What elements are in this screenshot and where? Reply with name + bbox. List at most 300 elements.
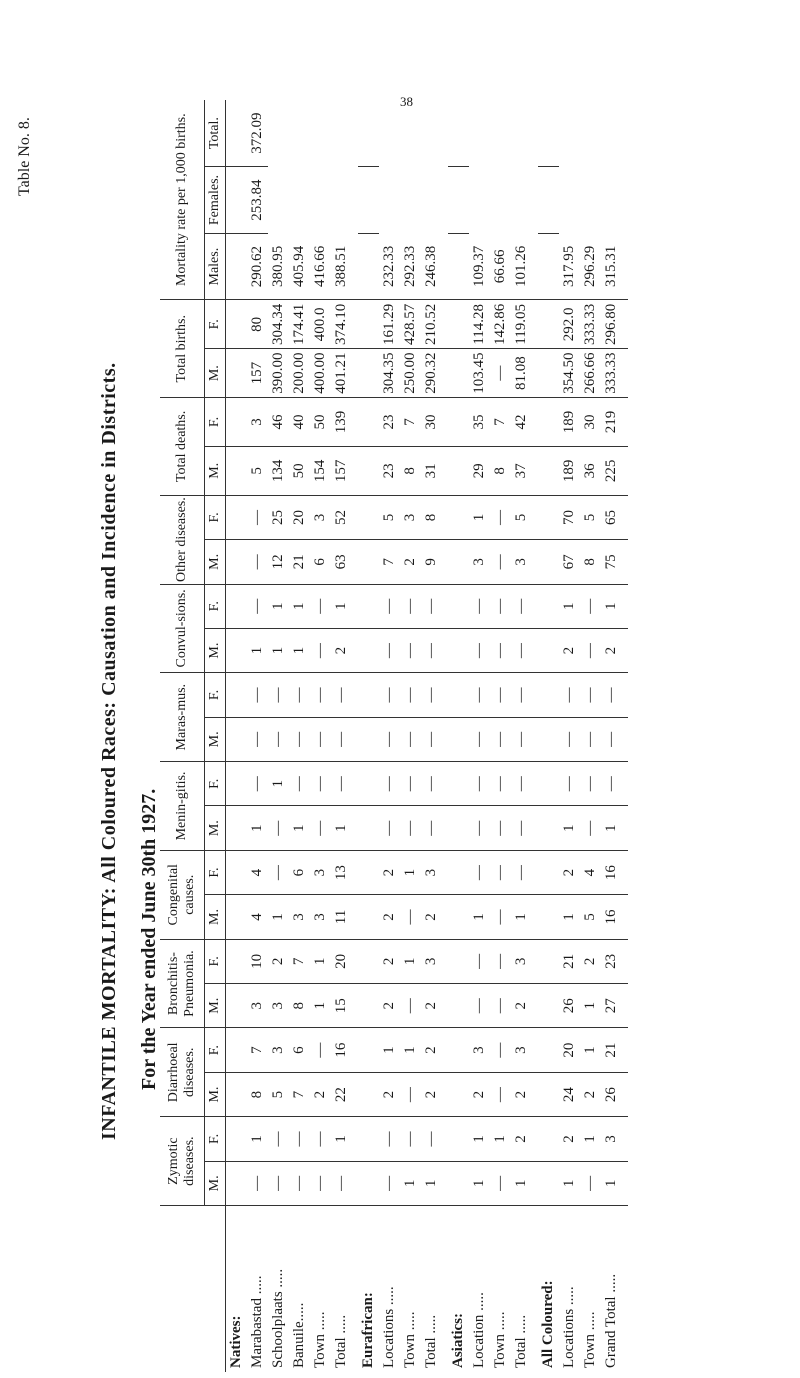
table-cell: 81.08 xyxy=(511,349,538,398)
table-cell: 1 xyxy=(289,584,310,628)
table-cell: 3 xyxy=(601,1117,628,1161)
table-cell: 189 xyxy=(559,446,580,495)
table-cell xyxy=(448,762,469,806)
table-cell: — xyxy=(310,1161,331,1205)
row-label: Town ..... xyxy=(492,1311,508,1368)
table-cell: — xyxy=(511,762,538,806)
table-cell xyxy=(226,1072,248,1116)
table-cell: — xyxy=(490,349,511,398)
table-cell xyxy=(226,895,248,939)
table-cell: 157 xyxy=(247,349,268,398)
table-cell: — xyxy=(559,717,580,761)
table-cell: 1 xyxy=(580,984,601,1028)
table-cell xyxy=(358,398,379,447)
table-cell: 290.32 xyxy=(421,349,448,398)
table-cell xyxy=(358,100,379,167)
row-label: Town ..... xyxy=(312,1311,328,1368)
table-cell: 40 xyxy=(289,398,310,447)
column-header: Other diseases. xyxy=(160,495,205,584)
table-cell: 109.37 xyxy=(469,233,490,300)
table-cell: 2 xyxy=(580,1072,601,1116)
table-cell: 3 xyxy=(469,540,490,584)
table-cell: — xyxy=(400,1072,421,1116)
table-cell: 333.33 xyxy=(601,349,628,398)
table-cell: — xyxy=(421,628,448,672)
table-cell: 6 xyxy=(289,1028,310,1072)
table-cell: 3 xyxy=(247,984,268,1028)
table-cell xyxy=(358,1072,379,1116)
table-cell: — xyxy=(580,762,601,806)
table-cell: 8 xyxy=(421,495,448,539)
table-cell xyxy=(358,1117,379,1161)
row-label: Town ..... xyxy=(582,1311,598,1368)
table-cell: — xyxy=(490,895,511,939)
table-cell: 3 xyxy=(310,895,331,939)
row-label: Total ..... xyxy=(513,1314,529,1368)
row-label: Eurafrican: xyxy=(360,1292,376,1368)
table-row xyxy=(559,100,580,1372)
row-label: Banuile..... xyxy=(291,1302,307,1368)
table-cell: 7 xyxy=(289,1072,310,1116)
table-cell xyxy=(448,673,469,717)
table-cell xyxy=(538,1117,559,1161)
table-cell xyxy=(358,300,379,349)
column-subheader: F. xyxy=(205,939,226,983)
table-cell: 296.80 xyxy=(601,300,628,349)
table-cell: — xyxy=(559,673,580,717)
table-cell xyxy=(448,984,469,1028)
table-cell: — xyxy=(310,1028,331,1072)
table-cell: 16 xyxy=(601,895,628,939)
table-cell: 8 xyxy=(490,446,511,495)
table-cell: — xyxy=(289,673,310,717)
table-cell: — xyxy=(310,628,331,672)
table-cell: 2 xyxy=(469,1072,490,1116)
table-cell: 210.52 xyxy=(421,300,448,349)
table-cell: 80 xyxy=(247,300,268,349)
table-cell: 8 xyxy=(289,984,310,1028)
table-cell: — xyxy=(400,806,421,850)
table-cell: 23 xyxy=(601,939,628,983)
table-cell: 3 xyxy=(421,850,448,894)
table-cell: — xyxy=(580,1161,601,1205)
table-cell: 292.33 xyxy=(400,233,421,300)
page-subtitle: For the Year ended June 30th 1927. xyxy=(138,788,160,1090)
table-cell: 5 xyxy=(268,1072,289,1116)
table-cell: 154 xyxy=(310,446,331,495)
table-cell: — xyxy=(490,984,511,1028)
table-cell: — xyxy=(310,584,331,628)
table-cell: — xyxy=(469,673,490,717)
table-cell: 1 xyxy=(469,1117,490,1161)
column-header: Maras-mus. xyxy=(160,673,205,762)
table-cell: 37 xyxy=(511,446,538,495)
table-cell: 2 xyxy=(379,895,400,939)
table-row xyxy=(310,100,331,1372)
table-cell: — xyxy=(490,806,511,850)
table-cell: 23 xyxy=(379,446,400,495)
table-cell: 67 xyxy=(559,540,580,584)
table-cell: 1 xyxy=(601,1161,628,1205)
table-cell xyxy=(448,1161,469,1205)
table-cell xyxy=(358,762,379,806)
table-cell xyxy=(448,1117,469,1161)
table-cell xyxy=(358,939,379,983)
table-cell: — xyxy=(469,850,490,894)
table-cell: — xyxy=(379,717,400,761)
table-cell: 12 xyxy=(268,540,289,584)
table-cell xyxy=(448,540,469,584)
table-cell: — xyxy=(268,673,289,717)
column-subheader: M. xyxy=(205,349,226,398)
table-row xyxy=(268,100,289,1372)
table-cell: 20 xyxy=(289,495,310,539)
column-subheader: M. xyxy=(205,895,226,939)
table-cell xyxy=(448,495,469,539)
table-cell: 1 xyxy=(601,584,628,628)
table-cell: 304.35 xyxy=(379,349,400,398)
table-cell: — xyxy=(379,806,400,850)
table-cell xyxy=(358,1161,379,1205)
table-cell xyxy=(538,895,559,939)
table-cell: 1 xyxy=(247,1117,268,1161)
table-cell: 317.95 xyxy=(559,233,580,300)
table-cell: 4 xyxy=(580,850,601,894)
table-cell xyxy=(226,1161,248,1205)
table-cell: 52 xyxy=(331,495,358,539)
table-cell xyxy=(538,349,559,398)
table-row xyxy=(400,100,421,1372)
table-cell: — xyxy=(421,717,448,761)
table-cell: 1 xyxy=(247,806,268,850)
table-cell: — xyxy=(247,1161,268,1205)
table-cell: — xyxy=(268,806,289,850)
table-cell xyxy=(358,495,379,539)
table-cell: 390.00 xyxy=(268,349,289,398)
table-cell: 3 xyxy=(511,939,538,983)
table-cell xyxy=(448,939,469,983)
table-cell: 15 xyxy=(331,984,358,1028)
table-cell: 2 xyxy=(310,1072,331,1116)
table-cell xyxy=(538,167,559,234)
table-cell xyxy=(358,717,379,761)
table-cell: — xyxy=(289,1117,310,1161)
table-row xyxy=(469,100,490,1372)
table-cell: 75 xyxy=(601,540,628,584)
table-cell xyxy=(226,100,248,167)
table-cell xyxy=(448,349,469,398)
total-row xyxy=(511,100,538,1372)
table-cell: 2 xyxy=(559,850,580,894)
table-cell: — xyxy=(310,717,331,761)
table-cell xyxy=(538,673,559,717)
table-cell: 3 xyxy=(310,850,331,894)
table-cell xyxy=(538,540,559,584)
table-cell: 6 xyxy=(310,540,331,584)
table-cell: 8 xyxy=(580,540,601,584)
table-cell: 1 xyxy=(331,806,358,850)
table-cell xyxy=(538,717,559,761)
table-cell: 65 xyxy=(601,495,628,539)
table-cell xyxy=(226,398,248,447)
table-cell: 2 xyxy=(511,1117,538,1161)
table-cell xyxy=(538,1072,559,1116)
table-cell xyxy=(448,895,469,939)
table-cell: — xyxy=(490,628,511,672)
table-cell: 63 xyxy=(331,540,358,584)
table-cell xyxy=(226,584,248,628)
table-cell xyxy=(358,984,379,1028)
table-cell: 2 xyxy=(400,540,421,584)
table-cell xyxy=(226,984,248,1028)
table-cell: — xyxy=(490,1161,511,1205)
column-subheader: F. xyxy=(205,850,226,894)
group-row xyxy=(538,100,559,1372)
table-cell: 219 xyxy=(601,398,628,447)
table-cell: — xyxy=(247,762,268,806)
column-subheader: M. xyxy=(205,984,226,1028)
table-cell: 1 xyxy=(268,628,289,672)
table-cell: 1 xyxy=(400,850,421,894)
table-cell: 296.29 xyxy=(580,233,601,300)
table-cell: 1 xyxy=(559,1161,580,1205)
table-cell: 428.57 xyxy=(400,300,421,349)
table-cell: — xyxy=(400,762,421,806)
column-subheader: M. xyxy=(205,1072,226,1116)
column-subheader: F. xyxy=(205,300,226,349)
data-table xyxy=(160,100,628,1372)
table-cell: 3 xyxy=(310,495,331,539)
column-header: Bronchitis-Pneumonia. xyxy=(160,939,205,1028)
table-cell: — xyxy=(268,1161,289,1205)
table-cell: 1 xyxy=(331,1117,358,1161)
table-cell: — xyxy=(331,717,358,761)
row-label-header xyxy=(160,1206,226,1372)
table-cell: 354.50 xyxy=(559,349,580,398)
table-cell: — xyxy=(289,1161,310,1205)
table-cell: 1 xyxy=(268,762,289,806)
column-subheader: F. xyxy=(205,398,226,447)
table-cell xyxy=(226,233,248,300)
table-cell: — xyxy=(469,762,490,806)
table-cell: 2 xyxy=(580,939,601,983)
table-cell: 8 xyxy=(400,446,421,495)
table-cell: — xyxy=(268,850,289,894)
table-cell: — xyxy=(469,806,490,850)
row-label: Schoolplaats ..... xyxy=(270,1268,286,1368)
table-cell: — xyxy=(490,1072,511,1116)
table-cell xyxy=(226,540,248,584)
table-cell: 1 xyxy=(559,895,580,939)
table-cell: 16 xyxy=(331,1028,358,1072)
table-cell: 22 xyxy=(331,1072,358,1116)
table-cell: — xyxy=(421,1117,448,1161)
table-cell: 2 xyxy=(421,1028,448,1072)
table-cell: 1 xyxy=(331,584,358,628)
table-cell xyxy=(448,628,469,672)
table-cell: — xyxy=(379,628,400,672)
column-header: Convul-sions. xyxy=(160,584,205,673)
table-cell: — xyxy=(247,717,268,761)
table-cell: 292.0 xyxy=(559,300,580,349)
row-label: Total ..... xyxy=(423,1314,439,1368)
table-cell: 1 xyxy=(601,806,628,850)
table-cell: 35 xyxy=(469,398,490,447)
table-cell xyxy=(226,806,248,850)
total-row xyxy=(331,100,358,1372)
table-cell: 7 xyxy=(490,398,511,447)
table-cell: 1 xyxy=(490,1117,511,1161)
table-cell: 1 xyxy=(421,1161,448,1205)
table-cell xyxy=(538,939,559,983)
table-body xyxy=(226,100,629,1372)
table-cell: 1 xyxy=(469,1161,490,1205)
table-cell xyxy=(448,100,469,167)
table-cell: 189 xyxy=(559,398,580,447)
table-cell: — xyxy=(490,673,511,717)
table-cell: 2 xyxy=(379,984,400,1028)
table-cell: 4 xyxy=(247,895,268,939)
column-header: Diarrhoeal diseases. xyxy=(160,1028,205,1117)
table-cell: 16 xyxy=(601,850,628,894)
table-cell: 380.95 xyxy=(268,233,289,300)
table-cell xyxy=(226,446,248,495)
table-cell xyxy=(448,584,469,628)
table-cell: — xyxy=(421,806,448,850)
table-cell: — xyxy=(400,1117,421,1161)
table-cell: 50 xyxy=(310,398,331,447)
table-cell: — xyxy=(310,673,331,717)
table-cell xyxy=(538,850,559,894)
table-cell: 29 xyxy=(469,446,490,495)
table-cell: — xyxy=(559,762,580,806)
table-cell: 200.00 xyxy=(289,349,310,398)
table-cell xyxy=(448,806,469,850)
table-cell: — xyxy=(289,717,310,761)
table-cell xyxy=(358,628,379,672)
table-cell: 1 xyxy=(511,1161,538,1205)
group-row xyxy=(226,100,248,1372)
table-cell: — xyxy=(331,1161,358,1205)
table-cell: 2 xyxy=(379,850,400,894)
table-cell: 2 xyxy=(379,939,400,983)
table-cell: 1 xyxy=(289,806,310,850)
table-cell: — xyxy=(310,762,331,806)
table-cell xyxy=(538,300,559,349)
table-cell: 416.66 xyxy=(310,233,331,300)
table-cell: 1 xyxy=(289,628,310,672)
column-header: Total births. xyxy=(160,300,205,398)
table-cell: 114.28 xyxy=(469,300,490,349)
table-cell: 2 xyxy=(421,1072,448,1116)
table-cell: 388.51 xyxy=(331,233,358,300)
column-header: Zymotic diseases. xyxy=(160,1117,205,1206)
column-subheader: M. xyxy=(205,806,226,850)
table-cell: 374.10 xyxy=(331,300,358,349)
table-cell: — xyxy=(379,762,400,806)
table-cell: 3 xyxy=(289,895,310,939)
table-cell: 5 xyxy=(247,446,268,495)
table-cell: 253.84 xyxy=(247,167,268,234)
table-cell: 25 xyxy=(268,495,289,539)
table-cell: — xyxy=(490,717,511,761)
row-label: Location ..... xyxy=(471,1292,487,1368)
table-cell xyxy=(448,1028,469,1072)
table-cell xyxy=(358,895,379,939)
table-cell: 2 xyxy=(379,1072,400,1116)
table-cell: 400.00 xyxy=(310,349,331,398)
table-cell: 101.26 xyxy=(511,233,538,300)
table-cell: 157 xyxy=(331,446,358,495)
table-row xyxy=(490,100,511,1372)
column-subheader: Females. xyxy=(205,167,226,234)
table-row xyxy=(580,100,601,1372)
table-cell: — xyxy=(421,762,448,806)
table-cell: 333.33 xyxy=(580,300,601,349)
table-cell: — xyxy=(601,673,628,717)
column-subheader: M. xyxy=(205,717,226,761)
table-cell: 5 xyxy=(511,495,538,539)
table-cell xyxy=(226,717,248,761)
table-cell: — xyxy=(289,762,310,806)
table-cell xyxy=(358,233,379,300)
table-cell: 21 xyxy=(559,939,580,983)
table-cell: 225 xyxy=(601,446,628,495)
row-label: Natives: xyxy=(228,1315,244,1368)
table-cell: 2 xyxy=(559,1117,580,1161)
group-row xyxy=(448,100,469,1372)
table-cell: 3 xyxy=(268,984,289,1028)
table-cell: — xyxy=(490,495,511,539)
table-cell xyxy=(448,300,469,349)
table-cell: 5 xyxy=(379,495,400,539)
table-cell: 7 xyxy=(289,939,310,983)
table-cell: 315.31 xyxy=(601,233,628,300)
table-cell: 405.94 xyxy=(289,233,310,300)
table-cell: 232.33 xyxy=(379,233,400,300)
table-cell: 1 xyxy=(469,495,490,539)
table-cell: — xyxy=(601,717,628,761)
table-cell: 134 xyxy=(268,446,289,495)
table-cell: 24 xyxy=(559,1072,580,1116)
table-cell: 3 xyxy=(469,1028,490,1072)
table-cell: — xyxy=(490,850,511,894)
column-subheader: M. xyxy=(205,446,226,495)
table-cell: — xyxy=(511,806,538,850)
total-row xyxy=(601,100,628,1372)
table-cell: — xyxy=(511,850,538,894)
table-cell: 1 xyxy=(400,939,421,983)
table-cell xyxy=(448,167,469,234)
table-cell: 400.0 xyxy=(310,300,331,349)
table-cell xyxy=(538,584,559,628)
table-cell xyxy=(538,628,559,672)
table-cell: 1 xyxy=(379,1028,400,1072)
column-subheader: F. xyxy=(205,1117,226,1161)
table-cell xyxy=(538,1028,559,1072)
table-cell: 1 xyxy=(580,1117,601,1161)
table-cell xyxy=(226,300,248,349)
table-cell: — xyxy=(247,540,268,584)
column-subheader: Total. xyxy=(205,100,226,167)
table-cell: 5 xyxy=(580,895,601,939)
table-cell: — xyxy=(511,673,538,717)
table-cell: 161.29 xyxy=(379,300,400,349)
table-cell xyxy=(358,1028,379,1072)
column-header: Congenital causes. xyxy=(160,850,205,939)
group-row xyxy=(358,100,379,1372)
row-label: Town ..... xyxy=(402,1311,418,1368)
